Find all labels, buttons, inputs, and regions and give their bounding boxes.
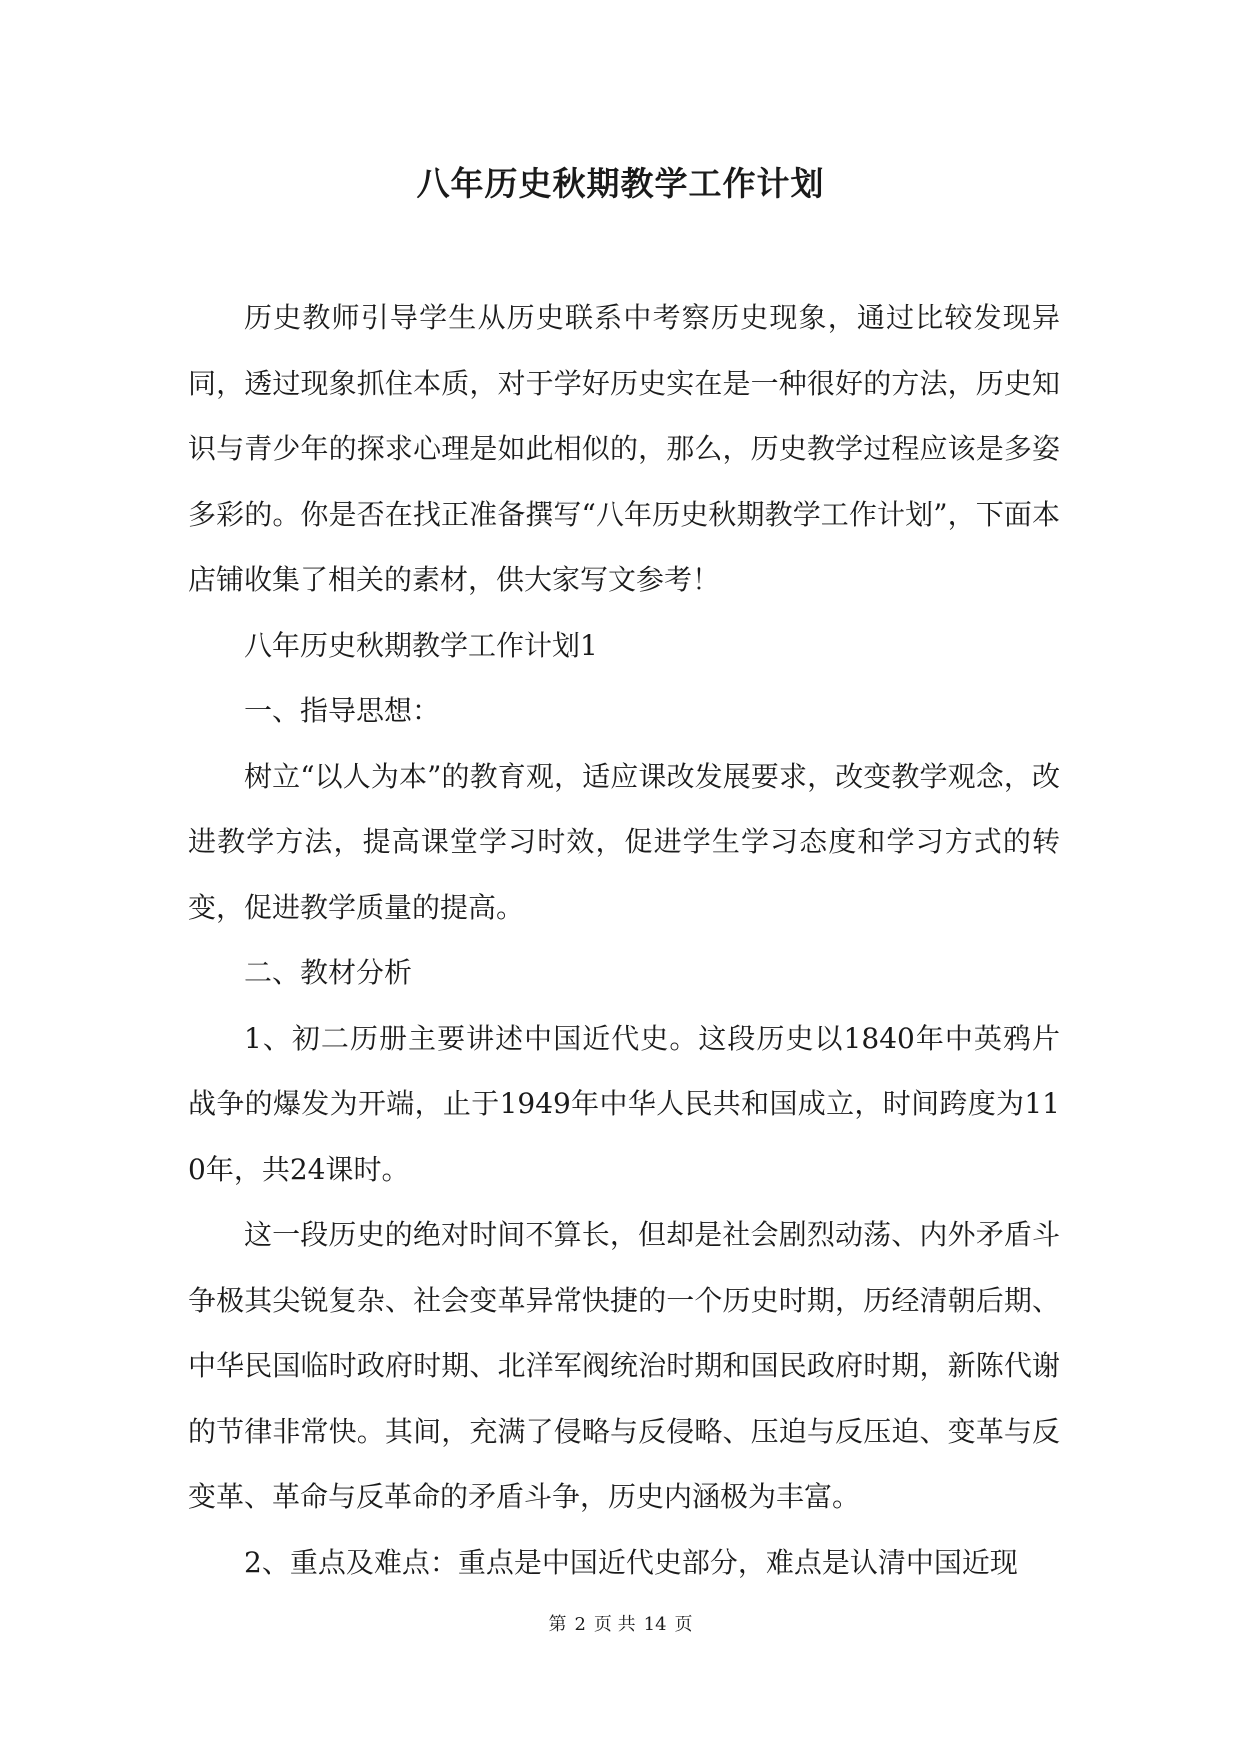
intro-paragraph: 历史教师引导学生从历史联系中考察历史现象，通过比较发现异同，透过现象抓住本质，对于学好历史实在是一种很好的方法，历史知识与青少年的探求心理是如此相似的，那么，历史教学过程应该是多姿多彩的。你是否在找正准备撰写“八年历史秋期教学工作计划”，下面本店铺收集了相关的素材，供大家写文参考！ bbox=[188, 301, 1060, 596]
section-heading-textbook-analysis: 二、教材分析 bbox=[244, 956, 413, 989]
textbook-analysis-paragraph-2: 这一段历史的绝对时间不算长，但却是社会剧烈动荡、内外矛盾斗争极其尖锐复杂、社会变革异常快捷的一个历史时期，历经清朝后期、中华民国临时政府时期、北洋军阀统治时期和国民政府时期，新陈代谢的节律非常快。其间，充满了侵略与反侵略、压迫与反压迫、变革与反变革、革命与反革命的矛盾斗争，历史内涵极为丰富。 bbox=[188, 1218, 1060, 1513]
footer-middle: 页 共 bbox=[593, 1614, 636, 1635]
section-heading-guiding-ideology: 一、指导思想： bbox=[244, 694, 441, 727]
page-title: 八年历史秋期教学工作计划 bbox=[416, 164, 825, 203]
footer-current-page: 2 bbox=[574, 1614, 586, 1635]
footer-suffix: 页 bbox=[674, 1614, 693, 1635]
footer-prefix: 第 bbox=[548, 1614, 567, 1635]
textbook-analysis-paragraph-1: 1、初二历册主要讲述中国近代史。这段历史以1840年中英鸦片战争的爆发为开端，止于1949年中华人民共和国成立，时间跨度为110年，共24课时。 bbox=[188, 1021, 1060, 1186]
guiding-ideology-paragraph: 树立“以人为本”的教育观，适应课改发展要求，改变教学观念，改进教学方法，提高课堂学习时效，促进学生学习态度和学习方式的转变，促进教学质量的提高。 bbox=[188, 759, 1060, 924]
footer-total-pages: 14 bbox=[643, 1614, 667, 1635]
page-footer bbox=[0, 1612, 1241, 1638]
key-points-paragraph: 2、重点及难点：重点是中国近代史部分，难点是认清中国近现 bbox=[244, 1545, 1018, 1579]
document-body bbox=[188, 285, 1060, 1595]
plan-subtitle: 八年历史秋期教学工作计划1 bbox=[244, 628, 598, 662]
